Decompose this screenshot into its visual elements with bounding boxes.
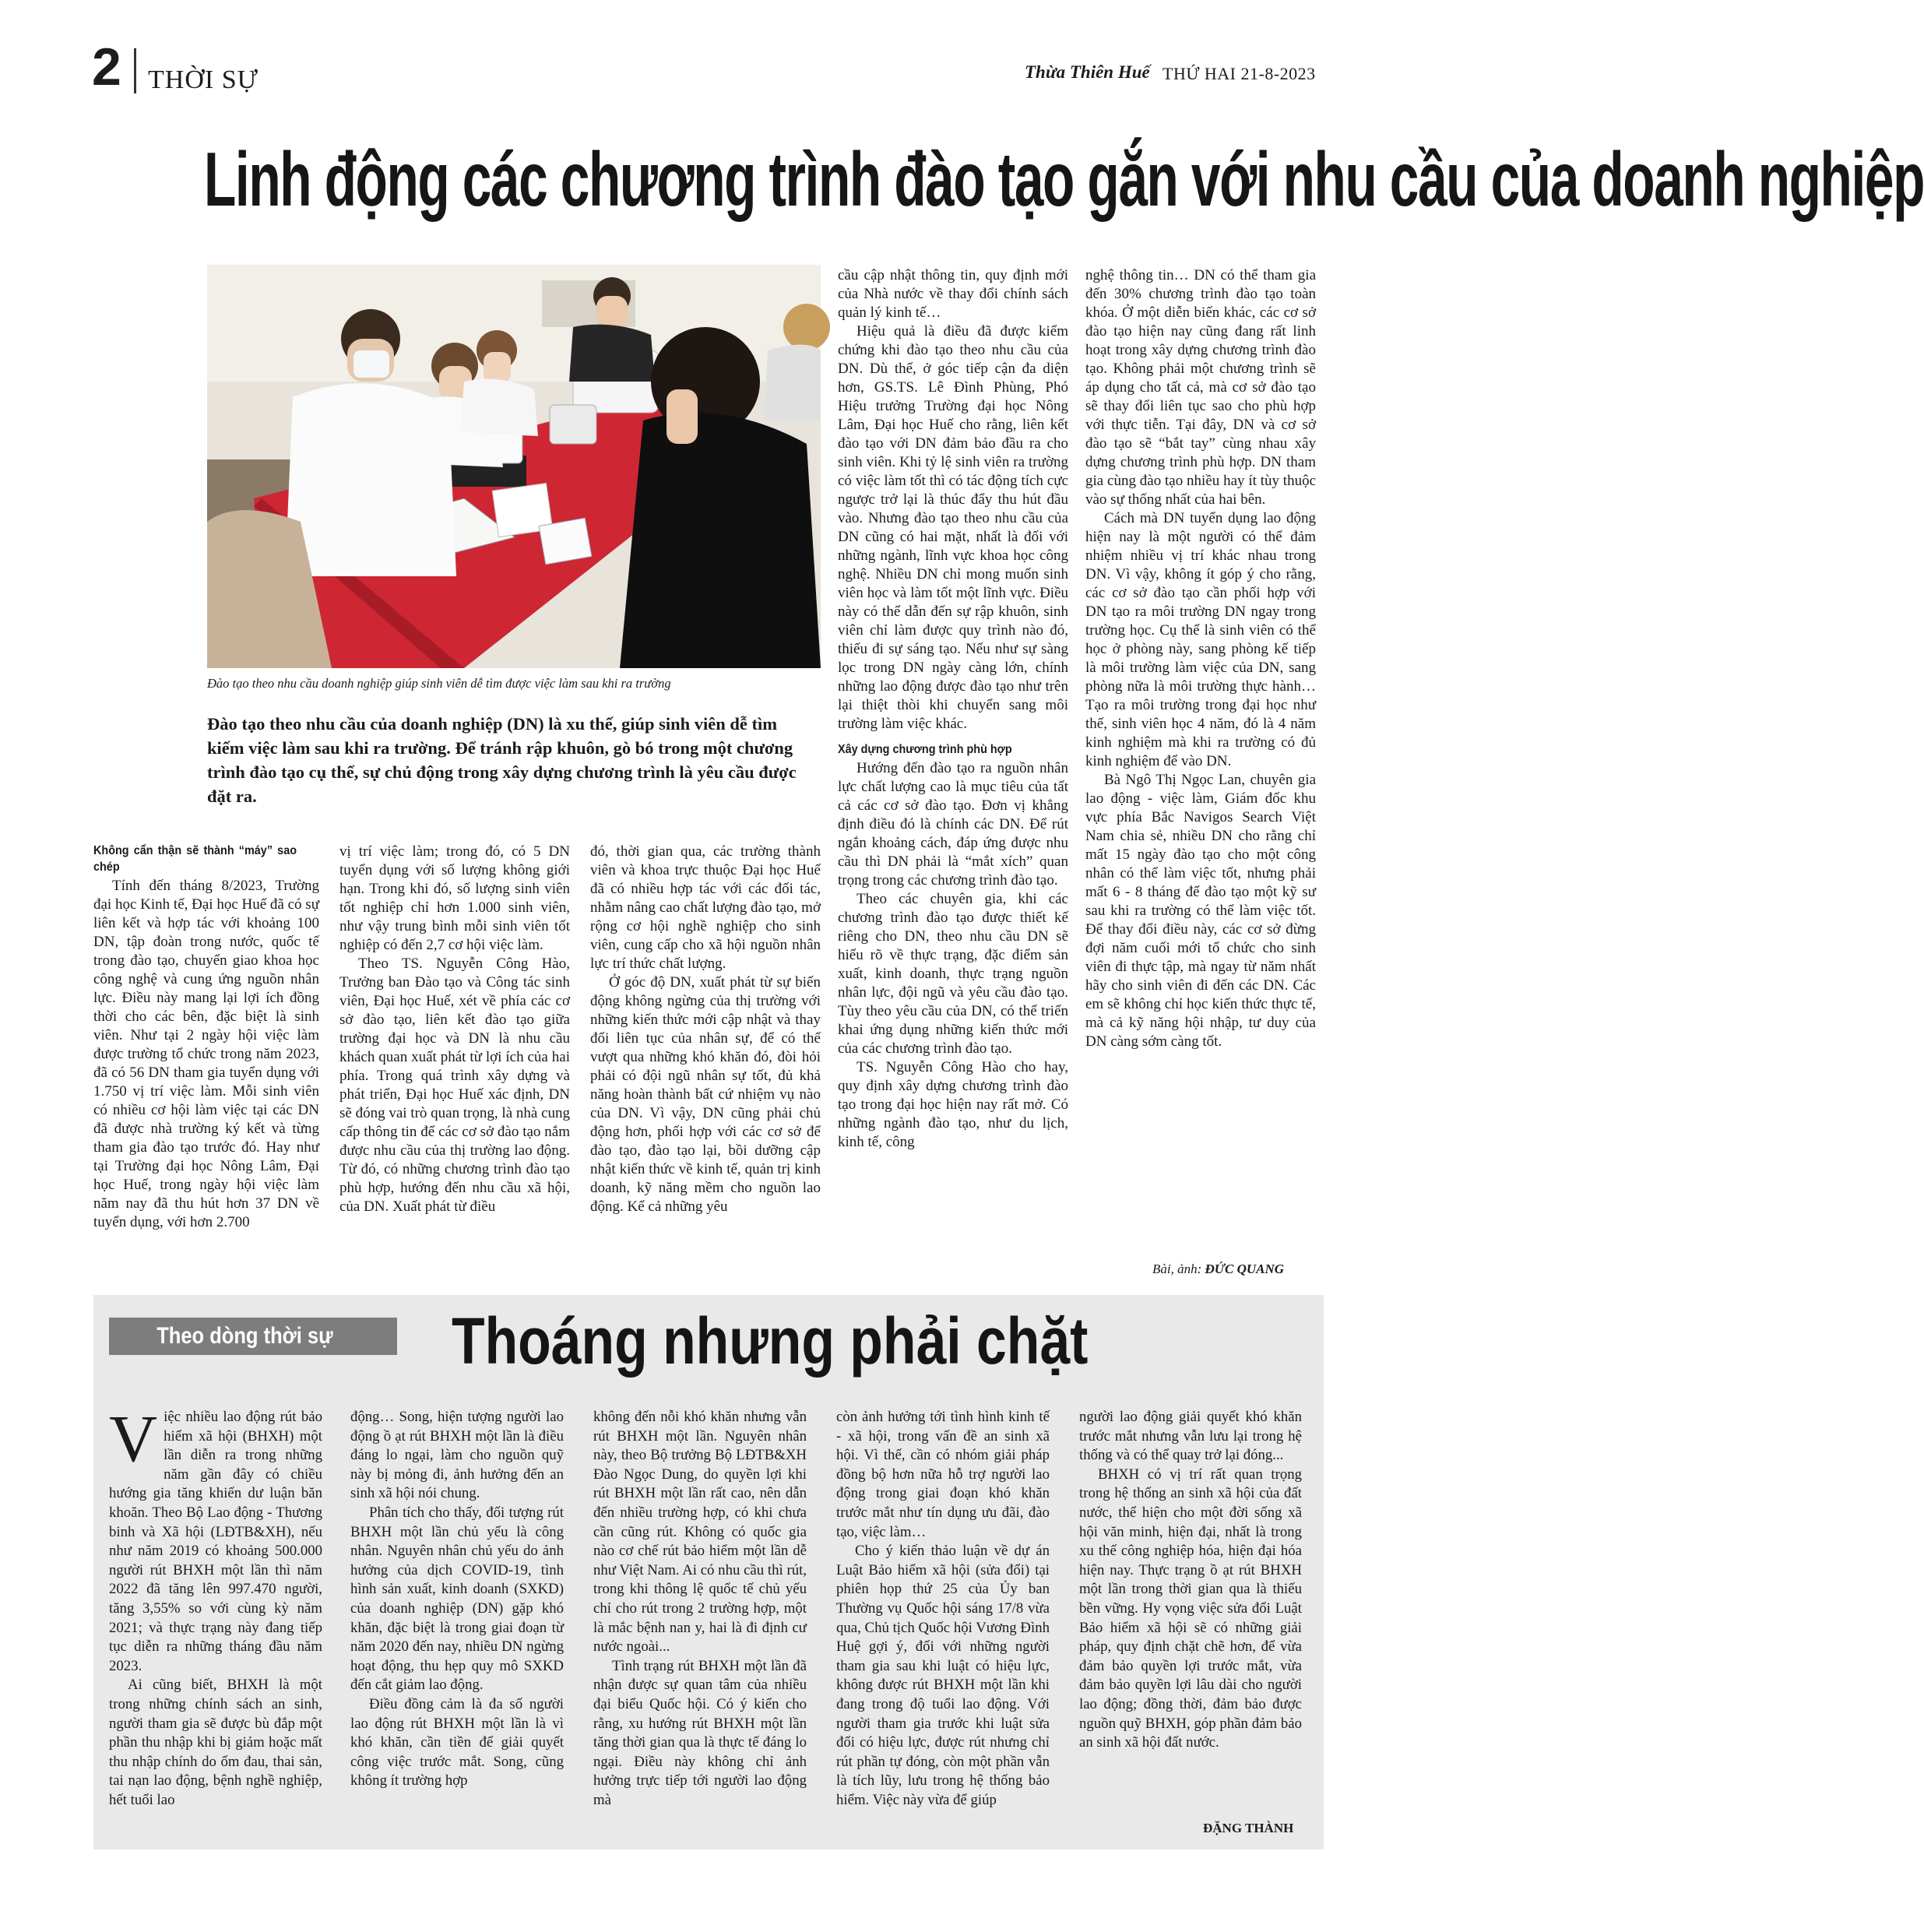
commentary-byline: ĐẶNG THÀNH [1203, 1821, 1294, 1835]
article-lead: Đào tạo theo nhu cầu của doanh nghiệp (DN) là xu thế, giúp sinh viên dễ tìm kiếm việc làm sau khi ra trường. Để tránh rập khuôn, gò bó trong một chương trình đào tạo cụ thể, sự chủ động trong xây dựng chương trình là yêu cầu được đặt ra. [207, 714, 797, 806]
article-column-4 [838, 266, 1068, 1152]
commentary-column-1 [109, 1401, 322, 1810]
masthead: Thừa Thiên Huế [1025, 62, 1150, 82]
paragraph: nghệ thông tin… DN có thể tham gia đến 30% chương trình đào tạo toàn khóa. Ở một diễn biến khác, các cơ sở đào tạo hiện nay cũng đang rất linh hoạt trong xây dựng chương trình đào tạo. Không phải một chương trình sẽ áp dụng cho tất cả, mà cơ sở đào tạo sẽ thay đổi liên tục sao cho phù hợp với thực tiễn. Tại đây, DN và cơ sở đào tạo sẽ “bắt tay” cùng nhau xây dựng chương trình phù hợp. DN tham gia cùng đào tạo nhiều hay ít tùy thuộc vào sự thống nhất của hai bên. [1085, 267, 1316, 508]
paragraph: Hướng đến đào tạo ra nguồn nhân lực chất lượng cao là mục tiêu của tất cả các cơ sở đào tạo. Đơn vị khẳng định điều đó là chính các DN. Để rút ngắn khoảng cách, đáp ứng được nhu cầu thì DN phải là “mắt xích” quan trọng trong các chương trình đào tạo. [838, 760, 1068, 889]
commentary-tag [109, 1318, 397, 1355]
paragraph: đó, thời gian qua, các trường thành viên và khoa trực thuộc Đại học Huế đã có nhiều hợp tác với các đối tác, nhằm nâng cao chất lượng đào tạo, mở rộng cơ hội nghề nghiệp cho sinh viên, cung cấp cho xã hội nguồn nhân lực trí thức chất lượng. [590, 843, 821, 972]
article-column-1 [93, 843, 319, 1232]
article-column-5 [1085, 266, 1316, 1051]
paragraph: Cho ý kiến thảo luận về dự án Luật Bảo hiểm xã hội (sửa đổi) tại phiên họp thứ 25 của Ủy ban Thường vụ Quốc hội sáng 17/8 vừa qua, Chủ tịch Quốc hội Vương Đình Huệ gợi ý, đối với những người tham gia sau khi luật có hiệu lực, không được rút BHXH một lần khi đang trong độ tuổi lao động. Với người tham gia trước khi luật sửa đổi có hiệu lực, được rút nhưng chỉ rút phần tự đóng, còn một phần vẫn là tích lũy, lưu trong hệ thống bảo hiểm. Việc này vừa để giúp [836, 1543, 1050, 1808]
paragraph: vị trí việc làm; trong đó, có 5 DN tuyển dụng với số lượng không giới hạn. Trong khi đó, số lượng sinh viên tốt nghiệp chỉ hơn 1.000 sinh viên, như vậy trung bình mỗi sinh viên tốt nghiệp có đến 2,7 cơ hội việc làm. [339, 843, 570, 953]
subheading: Xây dựng chương trình phù hợp [838, 743, 1012, 756]
article-photo [207, 265, 821, 668]
photo-illustration [207, 265, 821, 668]
commentary-column-5 [1079, 1408, 1302, 1753]
commentary-title: Thoáng nhưng phải chặt [452, 1304, 1089, 1378]
commentary-tag-label: Theo dòng thời sự [157, 1323, 333, 1349]
section-label: THỜI SỰ [148, 65, 259, 94]
drop-cap: V [109, 1401, 158, 1476]
article-column-3 [590, 843, 821, 1216]
paragraph: Theo TS. Nguyễn Công Hào, Trưởng ban Đào tạo và Công tác sinh viên, Đại học Huế, xét về phía các cơ sở đào tạo, liên kết đào tạo giữa trường đại học và DN là nhu cầu khách quan xuất phát từ lợi ích của hai phía. Trong quá trình xây dựng và phát triển, Đại học Huế xác định, DN sẽ đóng vai trò quan trọng, là nhà cung cấp thông tin để các cơ sở đào tạo nắm được nhu cầu của thị trường lao động. Từ đó, có những chương trình đào tạo phù hợp, hướng đến nhu cầu xã hội, của DN. Xuất phát từ điều [339, 955, 571, 1215]
paragraph: Phân tích cho thấy, đối tượng rút BHXH một lần chủ yếu là công nhân. Nguyên nhân chủ yếu do ảnh hưởng của dịch COVID-19, tình hình sản xuất, kinh doanh (SXKD) của doanh nghiệp (DN) gặp khó khăn, đặc biệt là trong giai đoạn từ năm 2020 đến nay, nhiều DN ngừng hoạt động, thu hẹp quy mô SXKD đến cắt giảm lao động. [350, 1504, 564, 1694]
paragraph: Điều đồng cảm là đa số người lao động rút BHXH một lần là vì khó khăn, cần tiền để giải quyết công việc trước mắt. Song, cũng không ít trường hợp [350, 1695, 564, 1789]
byline-prefix: Bài, ảnh: [1152, 1262, 1205, 1276]
paragraph: Tính đến tháng 8/2023, Trường đại học Kinh tế, Đại học Huế đã có sự liên kết và hợp tác với khoảng 100 DN, tập đoàn trong nước, quốc tế trong đào tạo, chuyển giao khoa học công nghệ và cung ứng nguồn nhân lực. Điều này mang lại lợi ích đồng thời cho các bên, đặc biệt là sinh viên. Như tại 2 ngày hội việc làm được trường tổ chức trong năm 2023, đã có 56 DN tham gia tuyển dụng với 1.750 vị trí việc làm. Mỗi sinh viên có nhiều cơ hội làm việc tại các DN đã được nhà trường ký kết và từng tham gia đào tạo trước đó. Hay như tại Trường đại học Nông Lâm, Đại học Huế, trong ngày hội việc làm năm nay đã thu hút hơn 37 DN về tuyển dụng, với hơn 2.700 [93, 878, 319, 1230]
issue-date: THỨ HAI 21-8-2023 [1162, 64, 1316, 83]
subheading: Không cẩn thận sẽ thành “máy” sao chép [93, 844, 297, 874]
paragraph: cầu cập nhật thông tin, quy định mới của Nhà nước về thay đổi chính sách quản lý kinh tế… [838, 267, 1068, 321]
paragraph: Hiệu quả là điều đã được kiểm chứng khi đào tạo theo nhu cầu của DN. Dù thế, ở góc tiếp cận đa diện hơn, GS.TS. Lê Đình Phùng, Phó Hiệu trưởng Trường đại học Nông Lâm, Đại học Huế cho rằng, liên kết đào tạo với DN đảm bảo đầu ra cho sinh viên. Khi tỷ lệ sinh viên ra trường có việc làm tốt thì có tác động tích cực ngược trở lại là thúc đẩy thu hút đầu vào. Nhưng đào tạo theo nhu cầu của DN cũng có hai mặt, nhất là đối với những ngành, lĩnh vực khoa học công nghệ. Nhiều DN chỉ mong muốn sinh viên học và làm tốt một lĩnh vực. Điều này có thể dẫn đến sự rập khuôn, sinh viên chỉ làm được quy trình nào đó, thiếu đi sự sáng tạo. Nếu như sự sàng lọc trong DN ngày càng lớn, chính những lao động được đào tạo như trên lại thiệt thòi khi chuyển sang môi trường làm việc khác. [838, 323, 1068, 732]
paragraph: người lao động giải quyết khó khăn trước mắt nhưng vẫn lưu lại trong hệ thống và có thể quay trở lại đóng... [1079, 1409, 1302, 1464]
byline-name: ĐỨC QUANG [1205, 1262, 1285, 1276]
header-divider [134, 48, 136, 93]
paragraph: Cách mà DN tuyển dụng lao động hiện nay là một người có thể đảm nhiệm nhiều vị trí khác nhau trong DN. Vì vậy, không ít góp ý cho rằng, các cơ sở đào tạo cần phối hợp với DN tạo ra môi trường DN ngay trong trường học. Cụ thể là sinh viên có thể học ở phòng này, sang phòng kế tiếp là môi trường làm việc của DN, sang phòng nữa là môi trường thực hành… Tạo ra môi trường trong đại học như thế, sinh viên học 4 năm, đó là 4 năm kinh nghiệm mà khi ra trường có đủ kinh nghiệm để vào DN. [1085, 510, 1316, 769]
paragraph: không đến nỗi khó khăn nhưng vẫn rút BHXH một lần. Nguyên nhân này, theo Bộ trưởng Bộ LĐTB&XH Đào Ngọc Dung, do quyền lợi khi rút BHXH một lần rất cao, nên dẫn đến nhiều trường hợp, có khi chưa cần cũng rút. Không có quốc gia nào cơ chế rút bảo hiểm một lần dễ như Việt Nam. Ai có nhu cầu thì rút, trong khi thông lệ quốc tế chủ yếu chỉ cho rút trong 2 trường hợp, một là mắc bệnh nan y, hai là đi định cư nước ngoài... [593, 1409, 807, 1656]
paragraph: iệc nhiều lao động rút bảo hiểm xã hội (BHXH) một lần diễn ra trong những năm gần đây có chiều hướng gia tăng khiến dư luận băn khoăn. Theo Bộ Lao động - Thương binh và Xã hội (LĐTB&XH), nếu như năm 2019 có khoảng 500.000 người rút BHXH một lần thì năm 2022 đã tăng lên 997.470 người, tăng 3,55% so với cùng kỳ năm 2021; và thực trạng này đang tiếp tục diễn ra những tháng đầu năm 2023. [109, 1409, 322, 1674]
paragraph: Ai cũng biết, BHXH là một trong những chính sách an sinh, người tham gia sẽ được bù đắp một phần thu nhập khi bị giảm hoặc mất thu nhập chính do ốm đau, thai sản, tai nạn lao động, bệnh nghề nghiệp, hết tuổi lao [109, 1677, 322, 1808]
article-headline: Linh động các chương trình đào tạo gắn với nhu cầu của doanh nghiệp [204, 136, 1924, 222]
article-column-2 [339, 843, 570, 1216]
paragraph: Theo các chuyên gia, khi các chương trình đào tạo được thiết kế riêng cho DN, theo nhu cầu DN sẽ hiểu rõ về thực trạng, đặc điểm sản xuất, kinh doanh, thực trạng nguồn nhân lực, đội ngũ và yêu cầu đào tạo. Tùy theo yêu cầu của DN, có thể triển khai ứng dụng những kiến thức mới của các chương trình đào tạo. [838, 891, 1068, 1057]
page-number: 2 [92, 37, 121, 97]
paragraph: BHXH có vị trí rất quan trọng trong hệ thống an sinh xã hội của đất nước, thể hiện cho một đời sống xã hội văn minh, hiện đại, nhất là trong xu thế công nghiệp hóa, hiện đại hóa hiện nay. Thực trạng ồ ạt rút BHXH một lần trong thời gian qua là thiếu bền vững. Hy vọng việc sửa đổi Luật Bảo hiểm xã hội sẽ có những giải pháp, quy định chặt chẽ hơn, để vừa đảm bảo quyền lợi trước mắt, vừa đảm bảo quyền lợi lâu dài cho người lao động; đồng thời, đảm bảo được nguồn quỹ BHXH, góp phần đảm bảo an sinh xã hội đất nước. [1079, 1466, 1302, 1751]
commentary-column-2 [350, 1408, 564, 1791]
commentary-column-4 [836, 1408, 1050, 1810]
paragraph: còn ảnh hưởng tới tình hình kinh tế - xã hội, trong vấn đề an sinh xã hội. Vì thế, cần có nhóm giải pháp đồng bộ hơn nữa hỗ trợ người lao động trong giai đoạn khó khăn trước mắt như tín dụng ưu đãi, đào tạo, việc làm… [836, 1409, 1050, 1540]
paragraph: TS. Nguyễn Công Hào cho hay, quy định xây dựng chương trình đào tạo trong đại học hiện nay rất mở. Có những ngành đào tạo, như du lịch, kinh tế, công [838, 1059, 1068, 1150]
paragraph: Ở góc độ DN, xuất phát từ sự biến động không ngừng của thị trường với những kiến thức mới cập nhật và thay đổi liên tục của nhân sự, để có thể vượt qua những khó khăn đó, đòi hỏi phải có đội ngũ nhân sự tốt, đủ khả năng hoàn thành bất cứ nhiệm vụ nào của DN. Vì vậy, DN cũng phải chủ động hơn, phối hợp với các cơ sở để đào tạo, đào tạo lại, bồi dưỡng cập nhật kiến thức về kinh tế, quản trị kinh doanh, kỹ năng mềm cho nguồn lao động. Kể cả những yêu [590, 974, 821, 1215]
paragraph: Bà Ngô Thị Ngọc Lan, chuyên gia lao động - việc làm, Giám đốc khu vực phía Bắc Navigos Search Việt Nam chia sẻ, nhiều DN cho rằng chỉ mất 15 ngày đào tạo cho một công nhân có thể làm việc tốt, nhưng phải mất 6 - 8 tháng để đào tạo một kỹ sư sau khi ra trường có thể làm việc tốt. Để thay đổi điều này, các cơ sở đừng đợi năm cuối mới tổ chức cho sinh viên đi thực tập, mà ngay từ năm nhất hãy cho sinh viên đi đến các DN. Các em sẽ không chỉ học kiến thức thực tế, mà cả kỹ năng hội nhập, tư duy của DN càng sớm càng tốt. [1085, 772, 1316, 1050]
commentary-column-3 [593, 1408, 807, 1810]
paragraph: động… Song, hiện tượng người lao động ồ ạt rút BHXH một lần là điều đáng lo ngại, làm cho nguồn quỹ này bị mỏng đi, ảnh hưởng đến an sinh xã hội nói chung. [350, 1409, 564, 1502]
article-byline [1152, 1262, 1284, 1277]
photo-caption: Đào tạo theo nhu cầu doanh nghiệp giúp sinh viên dễ tìm được việc làm sau khi ra trường [207, 676, 671, 691]
paragraph: Tình trạng rút BHXH một lần đã nhận được sự quan tâm của nhiều đại biểu Quốc hội. Có ý kiến cho rằng, xu hướng rút BHXH một lần tăng thời gian qua là thực tế đáng lo ngại. Điều này không chỉ ảnh hưởng trực tiếp tới người lao động mà [593, 1657, 807, 1808]
